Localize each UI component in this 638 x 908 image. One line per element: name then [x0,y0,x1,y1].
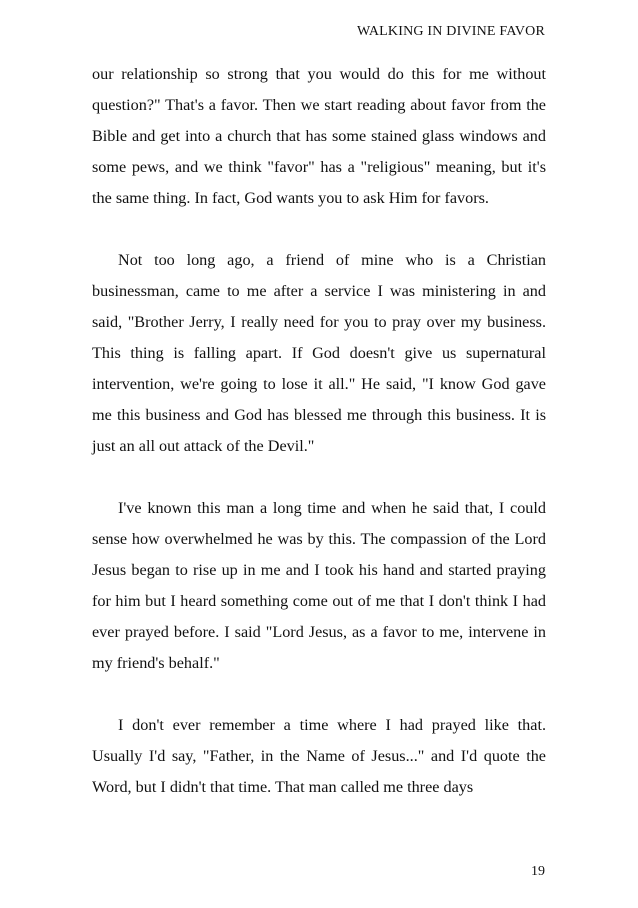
paragraph-remember: I don't ever remember a time where I had prayed like that. Usually I'd say, "Father, in the Name of Jesus..." and I'd quote the Word, but I didn't that time. That man called me three days [92,716,546,796]
running-header: WALKING IN DIVINE FAVOR [356,24,545,39]
page-number: 19 [531,864,545,879]
paragraph-friend-businessman: Not too long ago, a friend of mine who is a Christian businessman, came to me after a service I was ministering in and said, "Brother Jerry, I really need for you to pray over my business. This thing is falling apart. If God doesn't give us supernatural intervention, we're going to lose it all." He said, "I know God gave me this business and God has blessed me through this business. It is just an all out attack of the Devil." [92,251,546,455]
paragraph-prayer: I've known this man a long time and when he said that, I could sense how overwhelmed he was by this. The compassion of the Lord Jesus began to rise up in me and I took his hand and started praying for him but I heard something come out of me that I don't think I had ever prayed before. I said "Lord Jesus, as a favor to me, intervene in my friend's behalf." [92,499,546,672]
body-text [92,59,546,803]
paragraph-continued: our relationship so strong that you would do this for me without question?" That's a favor. Then we start reading about favor from the Bible and get into a church that has some stained glass windows and some pews, and we think "favor" has a "religious" meaning, but it's the same thing. In fact, God wants you to ask Him for favors. [92,65,546,207]
